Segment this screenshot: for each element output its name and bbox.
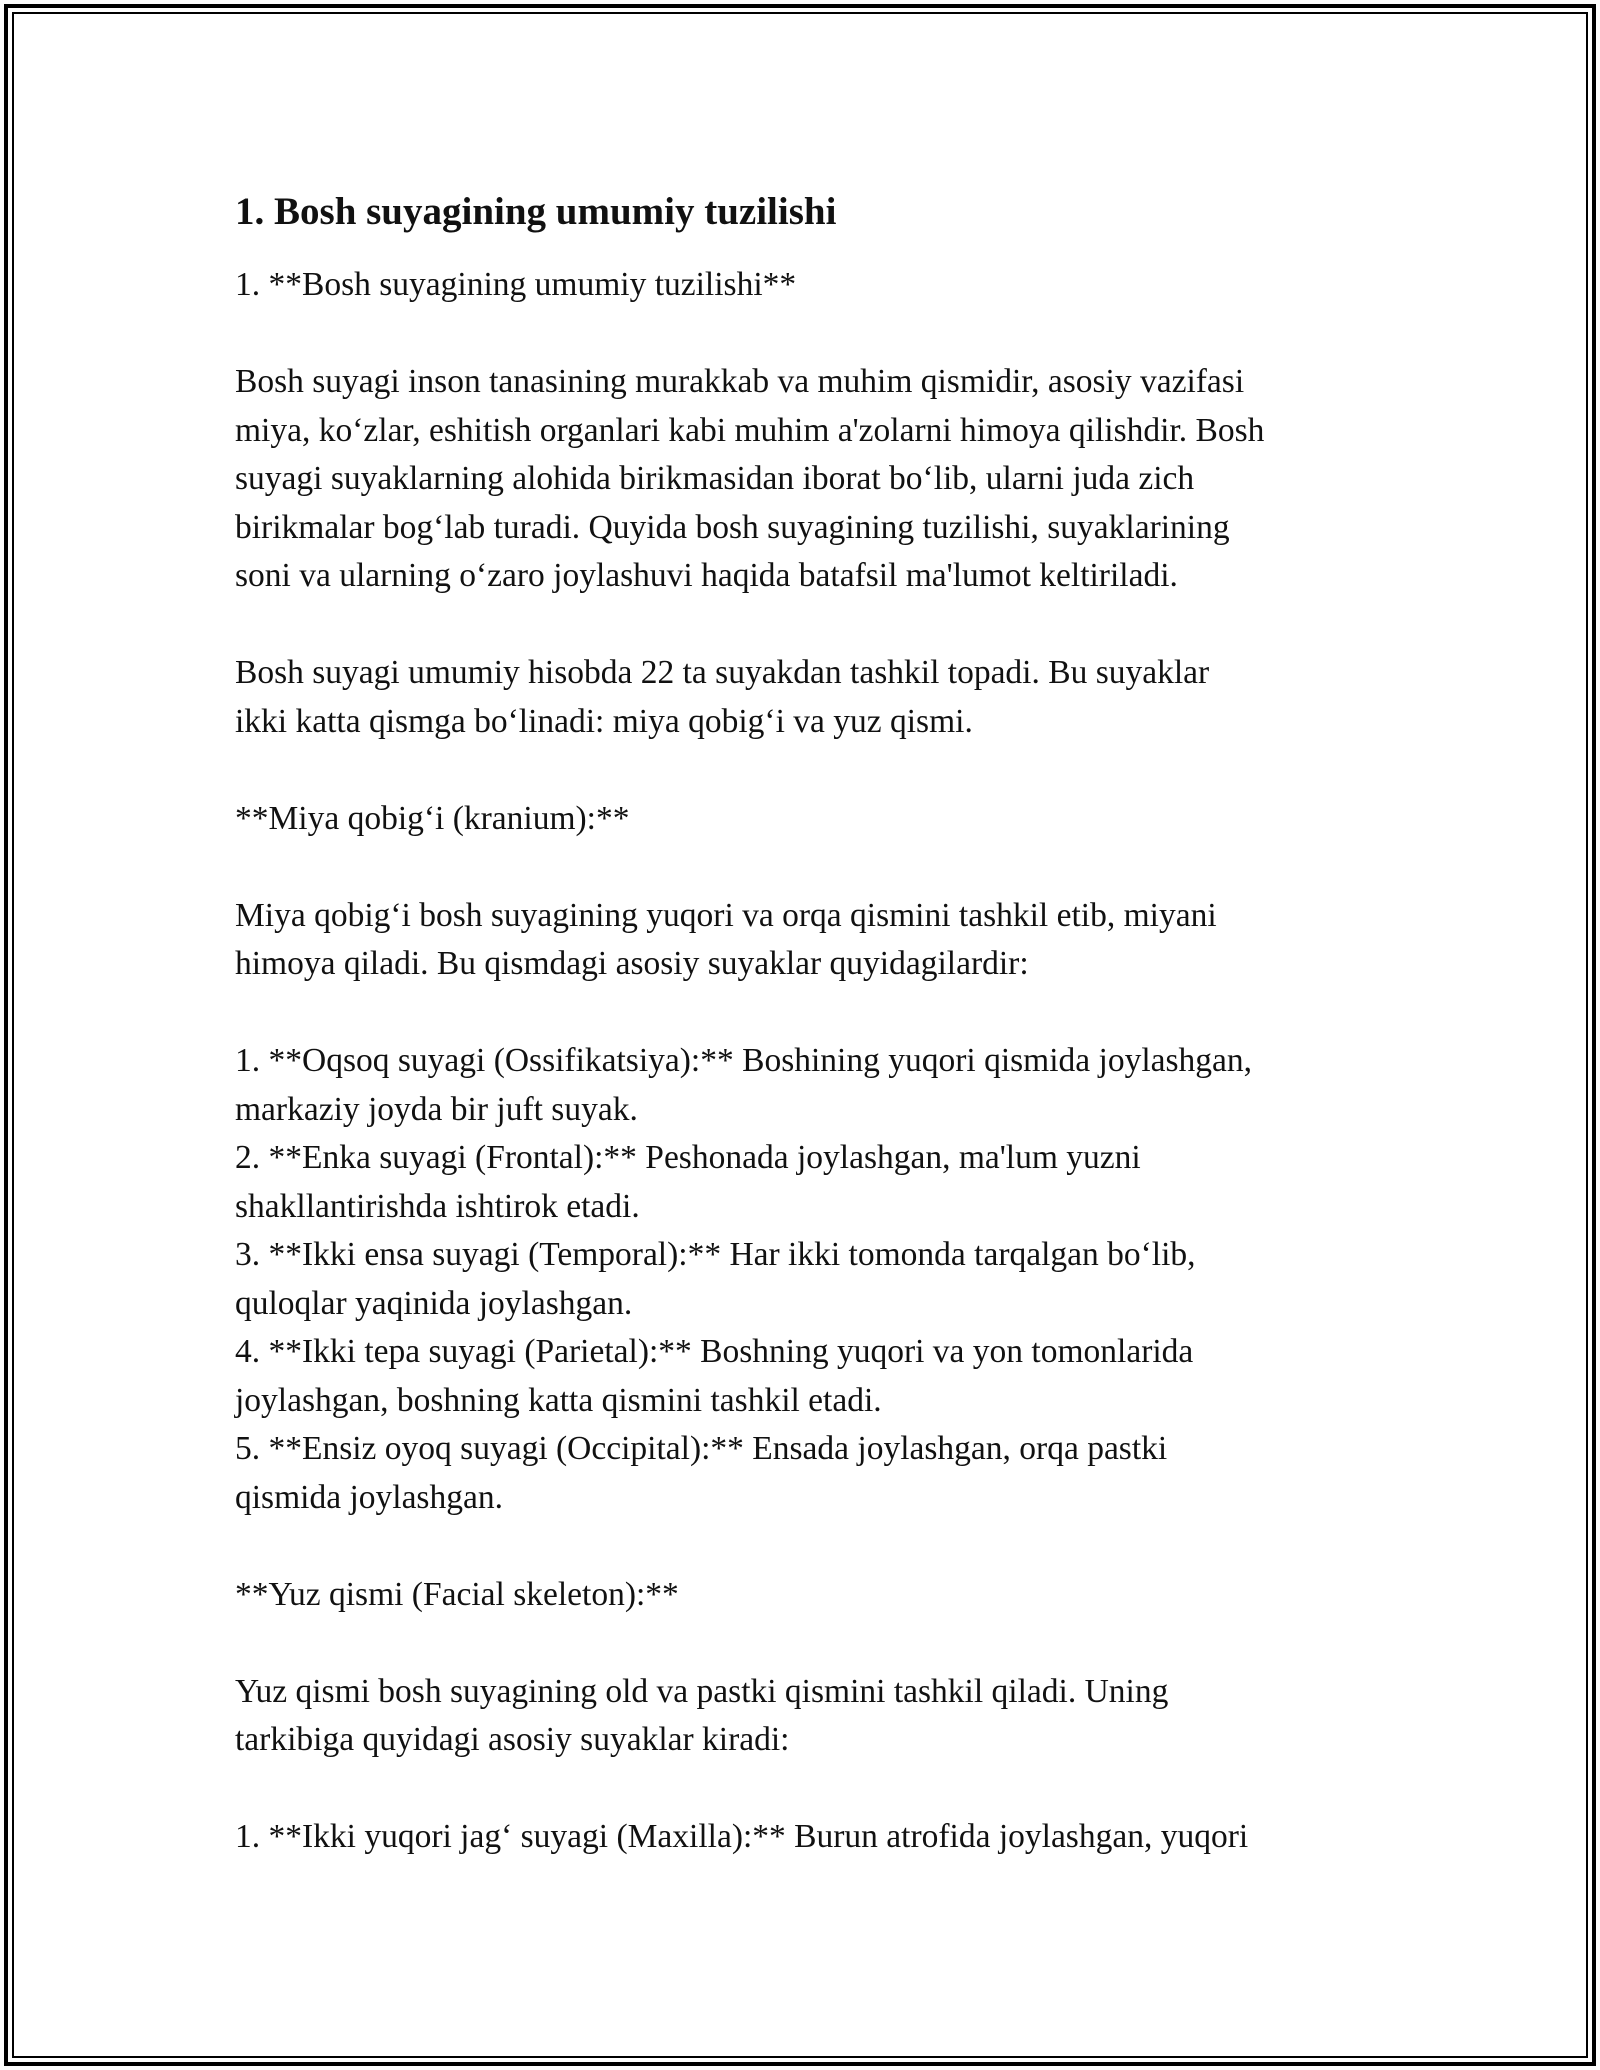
paragraph-gap bbox=[235, 989, 1375, 1038]
text-line: Bosh suyagi umumiy hisobda 22 ta suyakdan tashkil topadi. Bu suyaklar bbox=[235, 654, 1210, 691]
facial-bone-list bbox=[235, 1813, 1375, 1862]
list-item-line: quloqlar yaqinida joylashgan. bbox=[235, 1284, 633, 1322]
paragraph-gap bbox=[235, 1619, 1375, 1668]
text-line: ikki katta qismga bo‘linadi: miya qobig‘i va yuz qismi. bbox=[235, 702, 973, 740]
text-line: suyagi suyaklarning alohida birikmasidan iborat bo‘lib, ularni juda zich bbox=[235, 460, 1195, 497]
page-title: 1. Bosh suyagining umumiy tuzilishi bbox=[235, 190, 837, 233]
text-line: Miya qobig‘i bosh suyagining yuqori va orqa qismini tashkil etib, miyani bbox=[235, 896, 1217, 934]
cranium-intro-paragraph bbox=[235, 892, 1375, 989]
paragraph-gap bbox=[235, 843, 1375, 892]
text-line: himoya qiladi. Bu qismdagi asosiy suyaklar quyidagilardir: bbox=[235, 945, 1029, 982]
text-line: Bosh suyagi inson tanasining murakkab va muhim qismidir, asosiy vazifasi bbox=[235, 363, 1245, 400]
list-item-line: 3. **Ikki ensa suyagi (Temporal):** Har ikki tomonda tarqalgan bo‘lib, bbox=[235, 1236, 1196, 1273]
paragraph-gap bbox=[235, 601, 1375, 650]
paragraph-gap bbox=[235, 1522, 1375, 1571]
list-item-line: 1. **Ikki yuqori jag‘ suyagi (Maxilla):** Burun atrofida joylashgan, yuqori bbox=[235, 1818, 1249, 1855]
text-line: birikmalar bog‘lab turadi. Quyida bosh suyagining tuzilishi, suyaklarining bbox=[235, 508, 1230, 546]
paragraph-gap bbox=[235, 746, 1375, 795]
list-item-line: 5. **Ensiz oyoq suyagi (Occipital):** Ensada joylashgan, orqa pastki bbox=[235, 1430, 1168, 1467]
text-line: miya, ko‘zlar, eshitish organlari kabi muhim a'zolarni himoya qilishdir. Bosh bbox=[235, 411, 1265, 449]
list-item-line: markaziy joyda bir juft suyak. bbox=[235, 1090, 638, 1128]
facial-title: **Yuz qismi (Facial skeleton):** bbox=[235, 1575, 679, 1613]
list-item-line: 2. **Enka suyagi (Frontal):** Peshonada joylashgan, ma'lum yuzni bbox=[235, 1139, 1141, 1176]
text-line: soni va ularning o‘zaro joylashuvi haqida batafsil ma'lumot keltiriladi. bbox=[235, 557, 1178, 594]
facial-intro-paragraph bbox=[235, 1668, 1375, 1765]
text-line: tarkibiga quyidagi asosiy suyaklar kiradi: bbox=[235, 1721, 790, 1758]
cranium-bone-list bbox=[235, 1037, 1375, 1522]
list-item-line: 1. **Oqsoq suyagi (Ossifikatsiya):** Boshining yuqori qismida joylashgan, bbox=[235, 1042, 1253, 1079]
list-item-line: shakllantirishda ishtirok etadi. bbox=[235, 1187, 640, 1225]
intro-paragraph bbox=[235, 358, 1375, 601]
list-item-line: joylashgan, boshning katta qismini tashkil etadi. bbox=[235, 1381, 882, 1419]
count-paragraph bbox=[235, 649, 1375, 746]
paragraph-gap bbox=[235, 310, 1375, 359]
list-item-line: qismida joylashgan. bbox=[235, 1478, 503, 1516]
cranium-title: **Miya qobig‘i (kranium):** bbox=[235, 799, 630, 837]
paragraph-gap bbox=[235, 1765, 1375, 1814]
list-item-line: 4. **Ikki tepa suyagi (Parietal):** Boshning yuqori va yon tomonlarida bbox=[235, 1333, 1194, 1370]
text-line: Yuz qismi bosh suyagining old va pastki qismini tashkil qiladi. Uning bbox=[235, 1672, 1169, 1710]
subheading: 1. **Bosh suyagining umumiy tuzilishi** bbox=[235, 266, 797, 303]
document-body bbox=[235, 188, 1375, 1862]
